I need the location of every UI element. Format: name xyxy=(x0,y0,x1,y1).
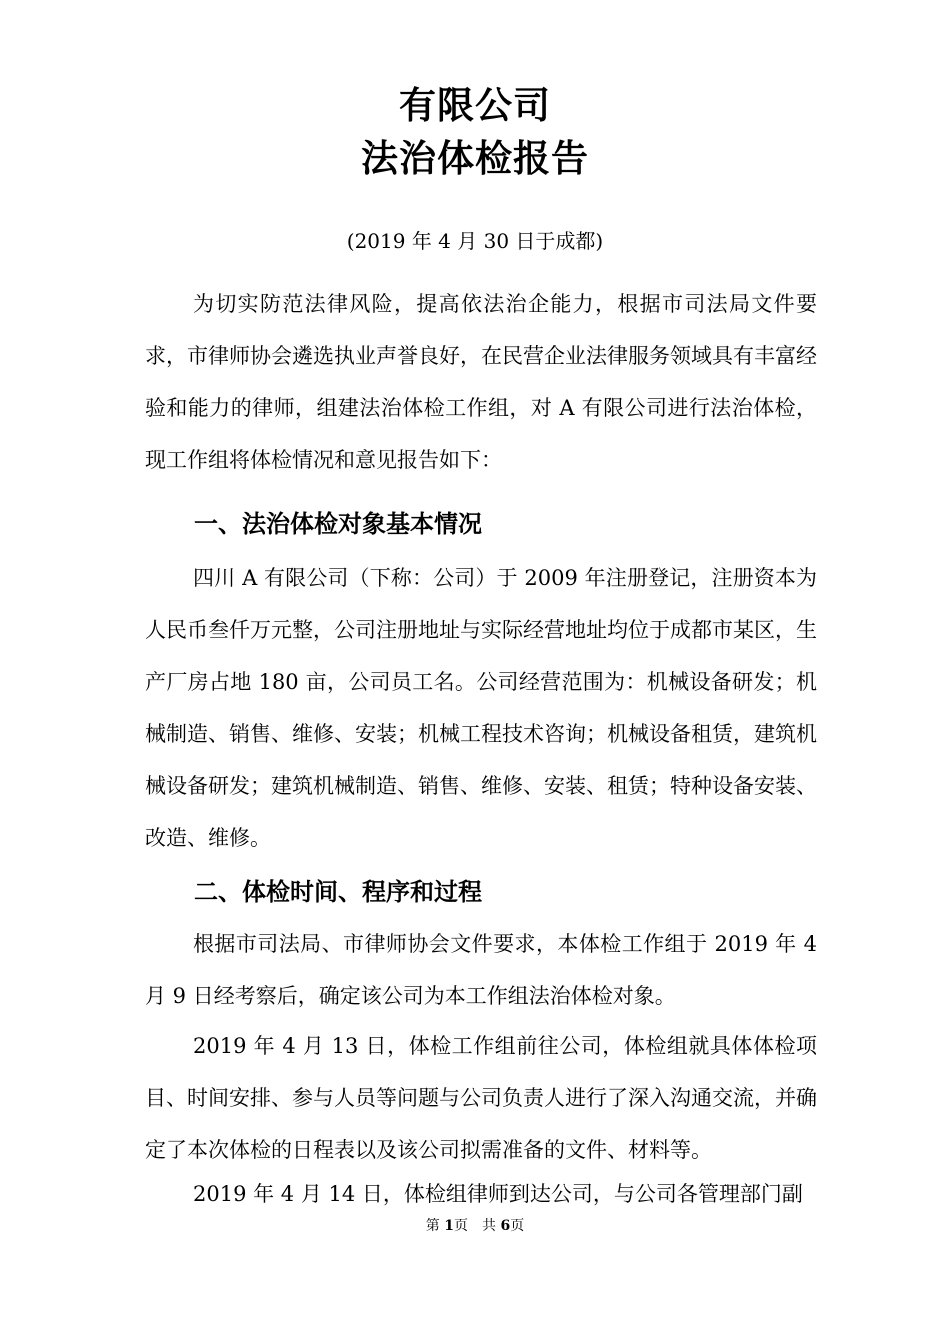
section1-heading: 一、法治体检对象基本情况 xyxy=(194,510,482,538)
section2-paragraph-2: 2019 年 4 月 13 日，体检工作组前往公司，体检组就具体体检项目、时间安排、参与人员等问题与公司负责人进行了深入沟通交流，并确定了本次体检的日程表以及该公司拟需准备的文件、材料等。 xyxy=(145,1034,817,1162)
dateline: (2019 年 4 月 30 日于成都) xyxy=(346,229,604,253)
footer-prefix: 第 xyxy=(425,1218,440,1234)
section2-heading: 二、体检时间、程序和过程 xyxy=(194,878,482,906)
footer-total-pages: 6 xyxy=(500,1218,511,1234)
section2-paragraph-1: 根据市司法局、市律师协会文件要求，本体检工作组于 2019 年 4 月 9 日经考察后，确定该公司为本工作组法治体检对象。 xyxy=(145,932,817,1008)
footer-page-number: 1 xyxy=(444,1218,454,1234)
intro-paragraph: 为切实防范法律风险，提高依法治企能力，根据市司法局文件要求，市律师协会遴选执业声誉良好，在民营企业法律服务领域具有丰富经验和能力的律师，组建法治体检工作组，对 A 有限公司进行法治体检，现工作组将体检情况和意见报告如下： xyxy=(145,292,817,472)
section2-paragraph-3: 2019 年 4 月 14 日，体检组律师到达公司，与公司各管理部门副 xyxy=(193,1182,803,1206)
footer-suffix: 页 xyxy=(510,1218,525,1234)
document-title-line2: 法治体检报告 xyxy=(361,137,589,180)
section1-paragraph: 四川 A 有限公司（下称：公司）于 2009 年注册登记，注册资本为人民币叁仟万元整，公司注册地址与实际经营地址均位于成都市某区，生产厂房占地 180 亩，公司员工名。公司经营范围为：机械设备研发；机械制造、销售、维修、安装；机械工程技术咨询；机械设备租赁，建筑机械设备研发；建筑机械制造、销售、维修、安装、租赁；特种设备安装、改造、维修。 xyxy=(145,566,817,850)
document-title-line1: 有限公司 xyxy=(399,84,551,127)
page-footer xyxy=(0,1216,950,1236)
footer-middle: 页 共 xyxy=(454,1218,496,1234)
